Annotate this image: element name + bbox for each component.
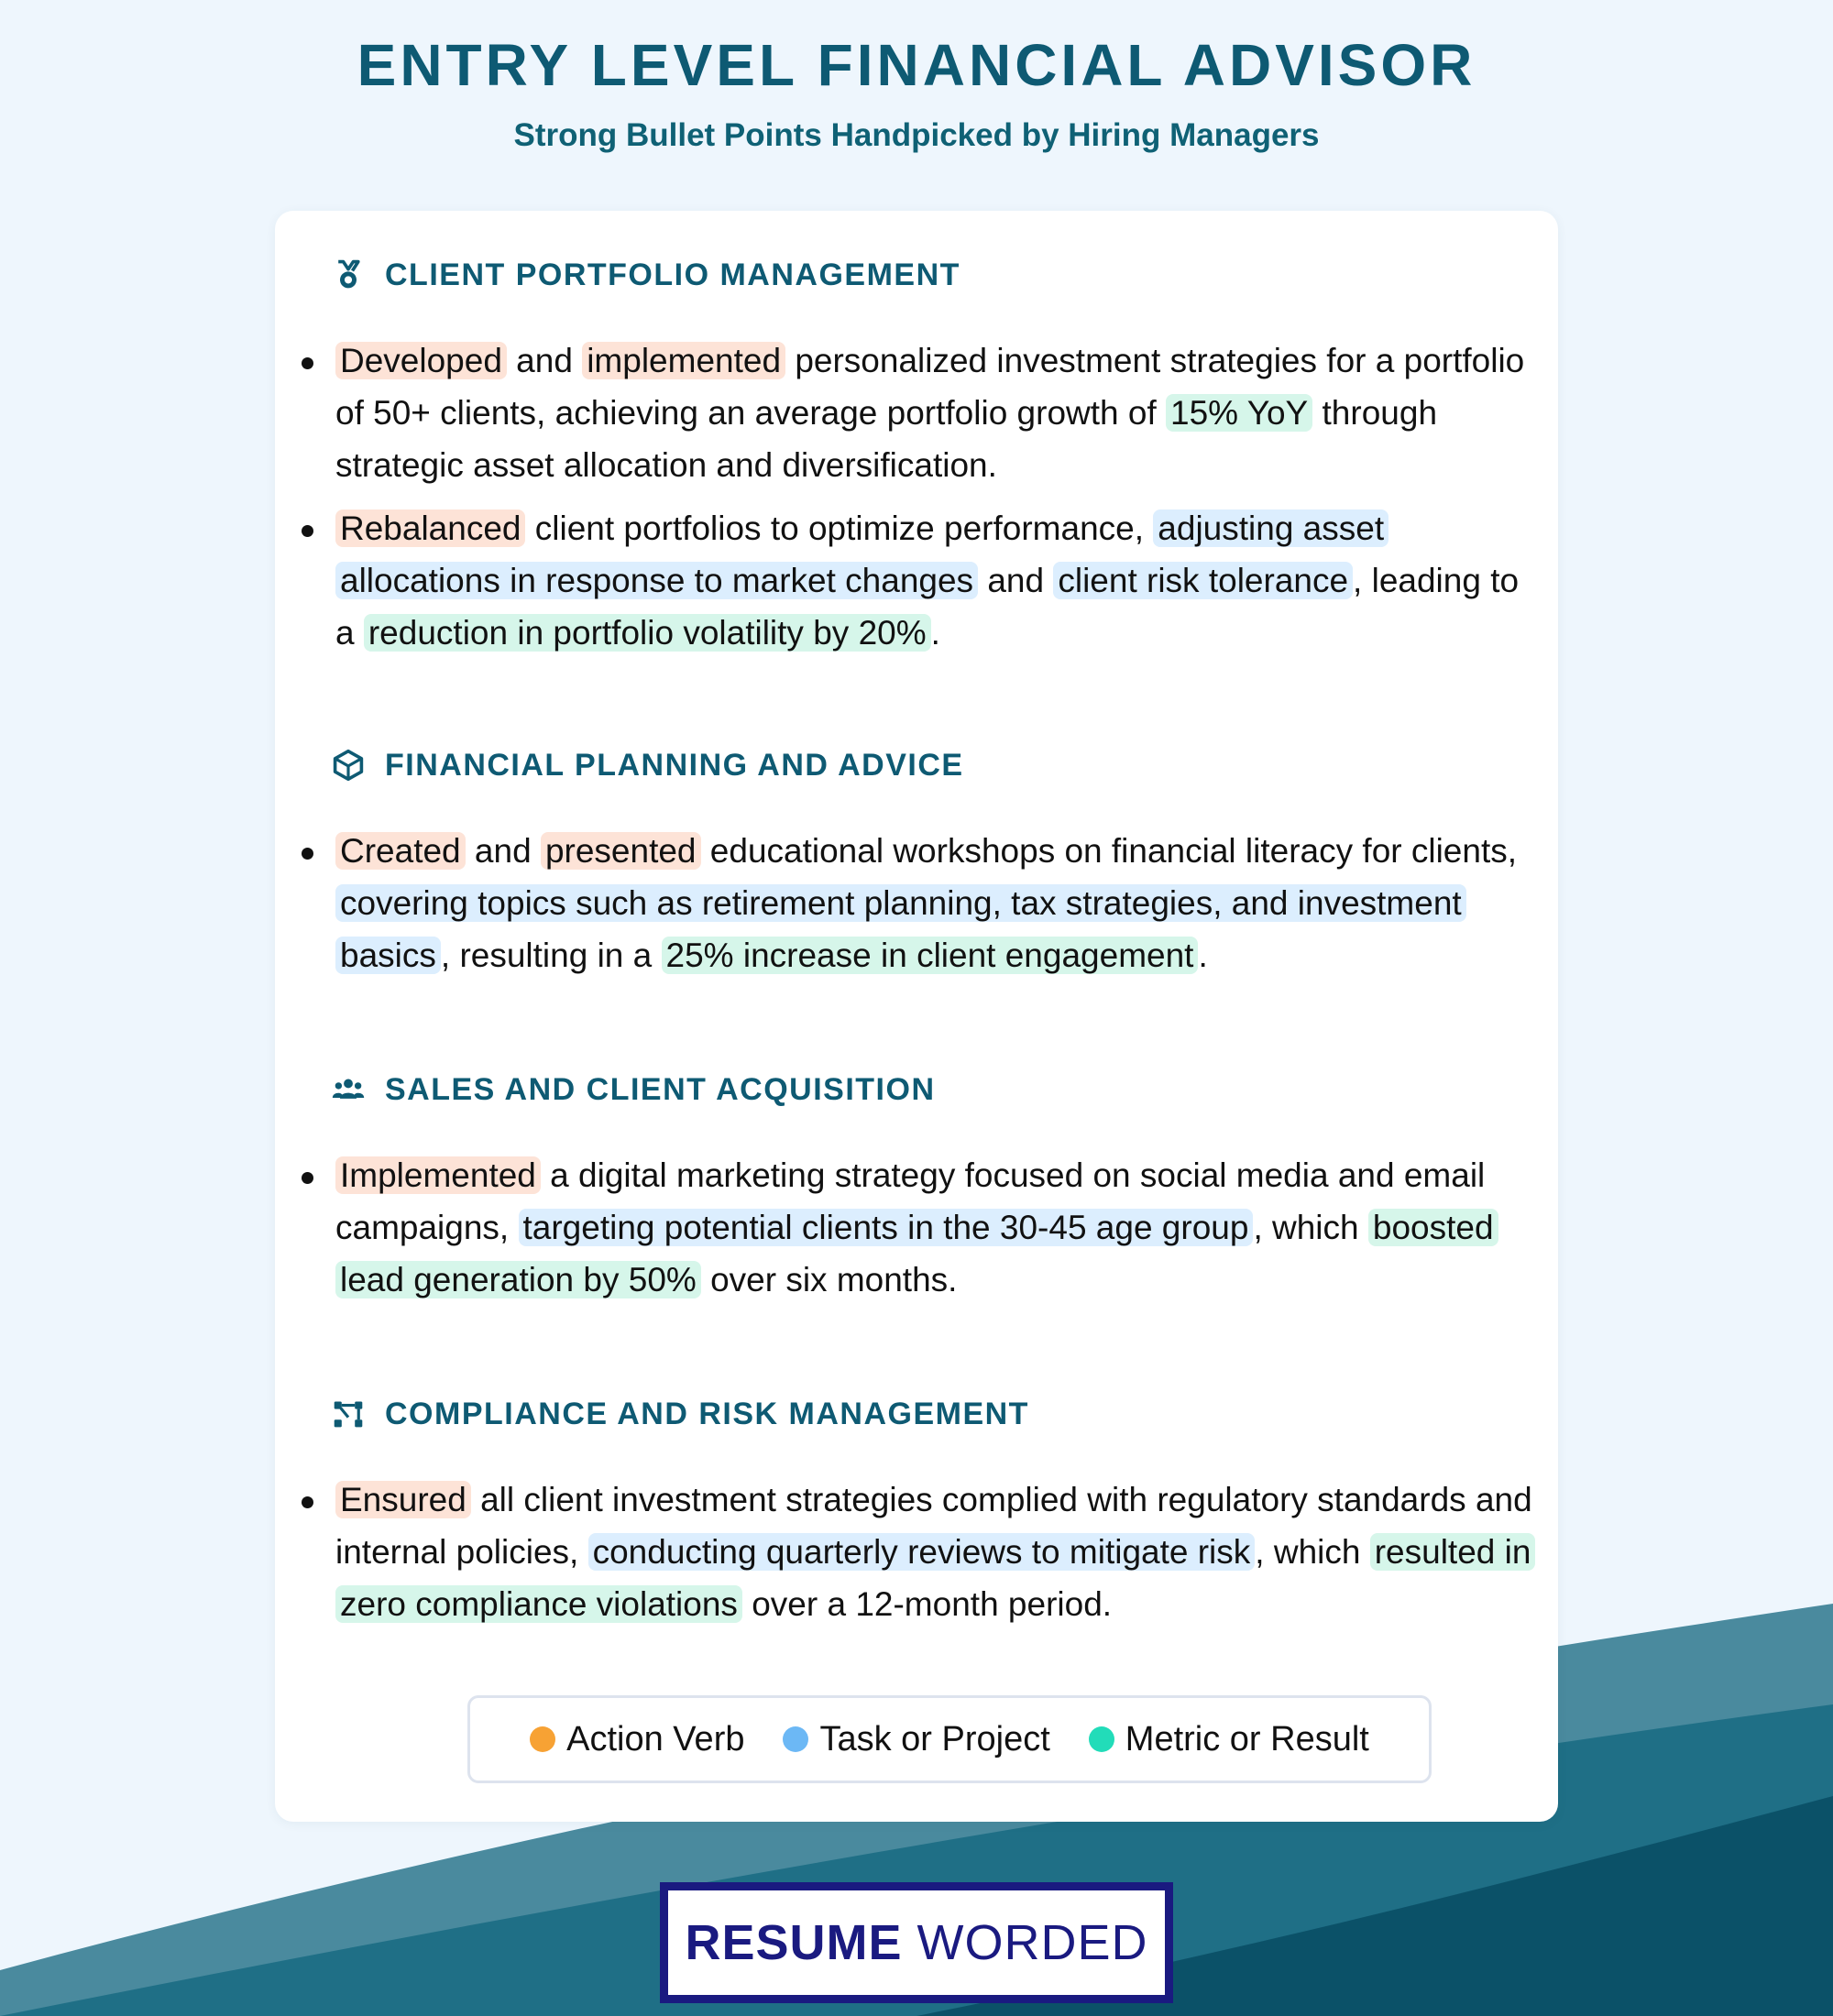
highlight-task-or-project: covering topics such as retirement planning, tax strategies, and investment basics [335, 884, 1466, 974]
highlight-task-or-project: adjusting asset allocations in response to market changes [335, 509, 1388, 599]
highlight-metric-or-result: 25% increase in client engagement [662, 937, 1199, 974]
cube-icon [330, 747, 367, 783]
highlight-metric-or-result: resulted in zero compliance violations [335, 1533, 1535, 1623]
bullet-text: and [465, 832, 541, 870]
bullet-text: over six months. [700, 1261, 958, 1298]
highlight-action-verb: Created [335, 832, 466, 870]
bullet-text: a digital marketing strategy focused on social media and email campaigns, [335, 1156, 1486, 1246]
legend-dot [530, 1726, 555, 1752]
bullet-list [330, 334, 1540, 659]
highlight-action-verb: presented [541, 832, 701, 870]
bullet-text: and [978, 562, 1054, 599]
legend-dot [783, 1726, 808, 1752]
highlight-metric-or-result: reduction in portfolio volatility by 20% [364, 614, 931, 652]
logo-text-light: WORDED [916, 1915, 1148, 1970]
bullet-text: client portfolios to optimize performance, [525, 509, 1154, 547]
bullet-text: and [506, 342, 583, 379]
bullet-item [330, 1149, 1540, 1306]
page-title: ENTRY LEVEL FINANCIAL ADVISOR [357, 32, 1476, 98]
bullet-item [330, 1474, 1540, 1630]
resume-worded-logo [660, 1882, 1173, 2003]
bullet-points-card [275, 211, 1558, 1822]
section-title: FINANCIAL PLANNING AND ADVICE [385, 747, 964, 783]
bullet-text: . [1198, 937, 1208, 974]
logo-text-bold: RESUME [685, 1915, 903, 1970]
page-header [0, 27, 1833, 156]
bullet-text: , leading to a [335, 562, 1520, 652]
bullet-list [330, 825, 1540, 981]
section-sales-and-client-acquisition [330, 1067, 1540, 1317]
bullet-text: , which [1253, 1209, 1368, 1246]
legend-label: Action Verb [566, 1719, 745, 1759]
section-title: SALES AND CLIENT ACQUISITION [385, 1071, 936, 1107]
highlight-action-verb: Implemented [335, 1156, 541, 1194]
section-client-portfolio-management [330, 252, 1540, 670]
bullet-list [330, 1474, 1540, 1630]
section-title: COMPLIANCE AND RISK MANAGEMENT [385, 1396, 1029, 1431]
bullet-text: through strategic asset allocation and diversification. [335, 394, 1438, 484]
legend-item-action-verb [530, 1720, 744, 1759]
highlight-action-verb: Rebalanced [335, 509, 525, 547]
section-compliance-and-risk-management [330, 1391, 1540, 1641]
bullet-text: , resulting in a [440, 937, 662, 974]
users-icon [330, 1071, 367, 1108]
legend-label: Task or Project [819, 1719, 1050, 1759]
medal-icon [330, 257, 367, 293]
bullet-text: all client investment strategies complied with regulatory standards and internal policies, [335, 1481, 1532, 1571]
highlight-task-or-project: targeting potential clients in the 30-45 age group [519, 1209, 1254, 1246]
bullet-text: . [930, 614, 940, 652]
highlight-action-verb: Developed [335, 342, 507, 379]
bullet-list [330, 1149, 1540, 1306]
highlight-action-verb: Ensured [335, 1481, 471, 1518]
bullet-text: personalized investment strategies for a portfolio of 50+ clients, achieving an average portfolio growth of [335, 342, 1525, 432]
bullet-item [330, 502, 1540, 659]
highlight-metric-or-result: 15% YoY [1166, 394, 1312, 432]
highlight-metric-or-result: boosted lead generation by 50% [335, 1209, 1498, 1298]
network-icon [330, 1396, 367, 1432]
legend-item-task-or-project [783, 1720, 1049, 1759]
bullet-text: over a 12-month period. [741, 1585, 1113, 1623]
page-subtitle: Strong Bullet Points Handpicked by Hiring Managers [513, 117, 1320, 153]
legend-item-metric-or-result [1089, 1720, 1369, 1759]
bullet-item [330, 825, 1540, 981]
section-financial-planning-and-advice [330, 742, 1540, 992]
legend-dot [1089, 1726, 1114, 1752]
highlight-task-or-project: conducting quarterly reviews to mitigate risk [588, 1533, 1256, 1571]
bullet-text: educational workshops on financial literacy for clients, [700, 832, 1518, 870]
highlight-legend [467, 1695, 1432, 1783]
section-title: CLIENT PORTFOLIO MANAGEMENT [385, 257, 960, 292]
bullet-item [330, 334, 1540, 491]
highlight-action-verb: implemented [582, 342, 785, 379]
highlight-task-or-project: client risk tolerance [1053, 562, 1353, 599]
bullet-text: , which [1255, 1533, 1370, 1571]
legend-label: Metric or Result [1125, 1719, 1369, 1759]
